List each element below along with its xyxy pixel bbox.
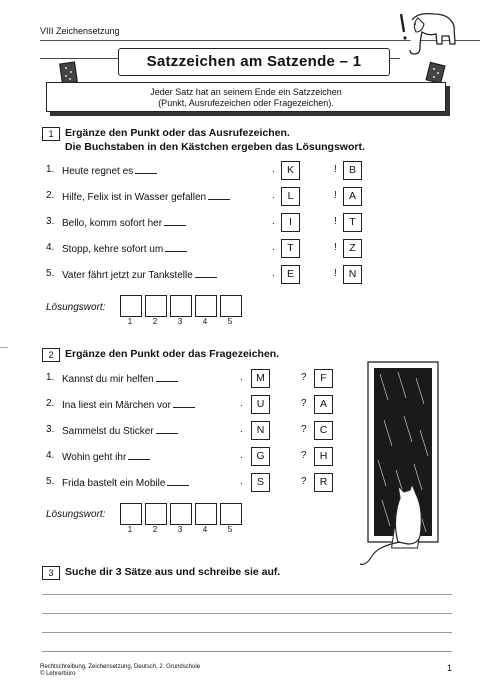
punctuation-option: ! xyxy=(334,268,337,279)
answer-blank[interactable] xyxy=(164,216,186,226)
solution-box-number: 2 xyxy=(152,525,158,534)
writing-line[interactable] xyxy=(42,613,452,614)
footer-text xyxy=(40,664,200,678)
solution-box-number: 4 xyxy=(202,317,208,326)
solution-box[interactable] xyxy=(220,503,242,525)
letter-box[interactable]: S xyxy=(251,473,270,492)
punctuation-option: ! xyxy=(334,164,337,175)
punctuation-option: ! xyxy=(334,190,337,201)
solution-box[interactable] xyxy=(220,295,242,317)
letter-box[interactable]: M xyxy=(251,369,270,388)
punctuation-option: ! xyxy=(334,216,337,227)
letter-box[interactable]: E xyxy=(281,265,300,284)
sentence-number: 4. xyxy=(46,242,55,253)
task-marker-3: 3 xyxy=(42,566,60,580)
sentence-label: Stopp, kehre sofort um xyxy=(62,244,164,255)
punctuation-option: ? xyxy=(301,450,307,461)
solution-box[interactable] xyxy=(120,295,142,317)
task-marker-2: 2 xyxy=(42,348,60,362)
punctuation-option: . xyxy=(272,242,275,253)
answer-blank[interactable] xyxy=(165,242,187,252)
sentence-number: 3. xyxy=(46,216,55,227)
punctuation-option: . xyxy=(272,268,275,279)
solution-box-number: 5 xyxy=(227,525,233,534)
letter-box[interactable]: U xyxy=(251,395,270,414)
sentence-label: Bello, komm sofort her xyxy=(62,218,163,229)
sentence-label: Kannst du mir helfen xyxy=(62,374,154,385)
sentence-label: Sammelst du Sticker xyxy=(62,426,154,437)
sentence-text xyxy=(62,164,157,177)
punctuation-option: . xyxy=(272,216,275,227)
task1-instructions xyxy=(65,126,365,154)
footer-line-1: Rechtschreibung, Zeichensetzung, Deutsch, 2. Grundschule xyxy=(40,664,201,670)
solution-box-number: 1 xyxy=(127,525,133,534)
letter-box[interactable]: K xyxy=(281,161,300,180)
letter-box[interactable]: N xyxy=(251,421,270,440)
sentence-text xyxy=(62,476,189,489)
sentence-number: 2. xyxy=(46,398,55,409)
sentence-number: 1. xyxy=(46,372,55,383)
letter-box[interactable]: B xyxy=(343,161,362,180)
task3-instructions: Suche dir 3 Sätze aus und schreibe sie auf. xyxy=(65,566,281,578)
letter-box[interactable]: R xyxy=(314,473,333,492)
sentence-label: Frida bastelt ein Mobile xyxy=(62,478,166,489)
elephant-illustration xyxy=(398,10,460,58)
solution-label-2: Lösungswort: xyxy=(46,509,106,520)
info-box xyxy=(46,82,446,112)
solution-box[interactable] xyxy=(195,295,217,317)
letter-box[interactable]: G xyxy=(251,447,270,466)
letter-box[interactable]: L xyxy=(281,187,300,206)
solution-box-number: 3 xyxy=(177,317,183,326)
letter-box[interactable]: A xyxy=(314,395,333,414)
punctuation-option: . xyxy=(240,372,243,383)
punctuation-option: ? xyxy=(301,424,307,435)
page-number: 1 xyxy=(446,663,452,673)
info-line-2: (Punkt, Ausrufezeichen oder Fragezeichen). xyxy=(158,98,334,108)
answer-blank[interactable] xyxy=(208,190,230,200)
task2-instructions: Ergänze den Punkt oder das Fragezeichen. xyxy=(65,348,280,360)
task1-line-1: Ergänze den Punkt oder das Ausrufezeichen. xyxy=(65,127,290,139)
punctuation-option: . xyxy=(272,190,275,201)
sentence-label: Ina liest ein Märchen vor xyxy=(62,400,171,411)
answer-blank[interactable] xyxy=(128,450,150,460)
answer-blank[interactable] xyxy=(135,164,157,174)
writing-line[interactable] xyxy=(42,594,452,595)
solution-box-number: 5 xyxy=(227,317,233,326)
answer-blank[interactable] xyxy=(156,372,178,382)
worksheet-title: Satzzeichen am Satzende – 1 xyxy=(118,48,390,76)
sentence-text xyxy=(62,190,230,203)
punctuation-option: . xyxy=(240,450,243,461)
sentence-text xyxy=(62,216,186,229)
answer-blank[interactable] xyxy=(156,424,178,434)
punctuation-option: . xyxy=(272,164,275,175)
punctuation-option: . xyxy=(240,476,243,487)
letter-box[interactable]: T xyxy=(343,213,362,232)
sentence-text xyxy=(62,242,187,255)
info-line-1: Jeder Satz hat an seinem Ende ein Satzzeichen xyxy=(150,87,342,97)
punctuation-option: ? xyxy=(301,398,307,409)
punctuation-option: . xyxy=(240,424,243,435)
solution-box[interactable] xyxy=(145,295,167,317)
solution-box[interactable] xyxy=(170,295,192,317)
writing-line[interactable] xyxy=(42,632,452,633)
punctuation-option: . xyxy=(240,398,243,409)
task1-line-2: Die Buchstaben in den Kästchen ergeben das Lösungswort. xyxy=(65,141,365,153)
answer-blank[interactable] xyxy=(173,398,195,408)
letter-box[interactable]: Z xyxy=(343,239,362,258)
sentence-text xyxy=(62,424,178,437)
answer-blank[interactable] xyxy=(167,476,189,486)
letter-box[interactable]: N xyxy=(343,265,362,284)
answer-blank[interactable] xyxy=(195,268,217,278)
sentence-text xyxy=(62,268,217,281)
solution-box-number: 2 xyxy=(152,317,158,326)
sentence-text xyxy=(62,372,178,385)
sentence-text xyxy=(62,450,150,463)
solution-box[interactable] xyxy=(170,503,192,525)
footer-line-2: © Lehrerbüro xyxy=(40,671,76,677)
window-cat-illustration xyxy=(358,360,450,575)
task-marker-1: 1 xyxy=(42,127,60,141)
chapter-label: VIII Zeichensetzung xyxy=(40,26,120,36)
letter-box[interactable]: A xyxy=(343,187,362,206)
solution-box[interactable] xyxy=(145,503,167,525)
sentence-label: Wohin geht ihr xyxy=(62,452,127,463)
sentence-number: 5. xyxy=(46,268,55,279)
letter-box[interactable]: I xyxy=(281,213,300,232)
solution-box[interactable] xyxy=(120,503,142,525)
solution-box[interactable] xyxy=(195,503,217,525)
solution-label-1: Lösungswort: xyxy=(46,302,106,313)
sentence-number: 5. xyxy=(46,476,55,487)
sentence-number: 3. xyxy=(46,424,55,435)
sentence-number: 2. xyxy=(46,190,55,201)
punctuation-option: ! xyxy=(334,242,337,253)
sentence-text xyxy=(62,398,195,411)
sentence-number: 4. xyxy=(46,450,55,461)
sentence-label: Hilfe, Felix ist in Wasser gefallen xyxy=(62,192,207,203)
punctuation-option: ? xyxy=(301,372,307,383)
writing-line[interactable] xyxy=(42,651,452,652)
sentence-number: 1. xyxy=(46,164,55,175)
punctuation-option: ? xyxy=(301,476,307,487)
solution-box-number: 4 xyxy=(202,525,208,534)
solution-box-number: 3 xyxy=(177,525,183,534)
sentence-label: Vater fährt jetzt zur Tankstelle xyxy=(62,270,193,281)
solution-box-number: 1 xyxy=(127,317,133,326)
sentence-label: Heute regnet es xyxy=(62,166,134,177)
letter-box[interactable]: T xyxy=(281,239,300,258)
letter-box[interactable]: H xyxy=(314,447,333,466)
letter-box[interactable]: F xyxy=(314,369,333,388)
letter-box[interactable]: C xyxy=(314,421,333,440)
